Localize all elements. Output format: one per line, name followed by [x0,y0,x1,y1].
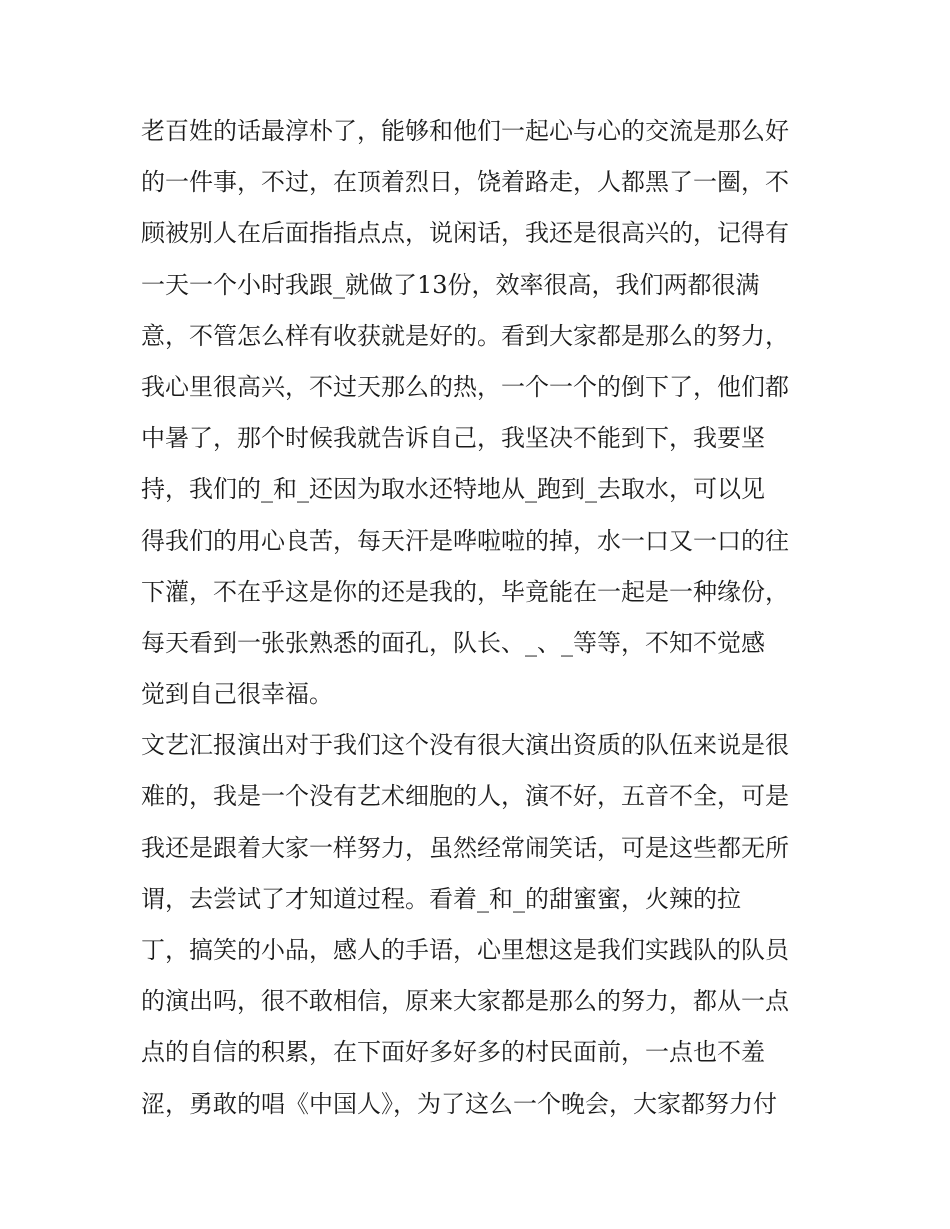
text-line: 我还是跟着大家一样努力，虽然经常闹笑话，可是这些都无所 [141,833,789,862]
text-line: 觉到自己很幸福。 [141,680,333,709]
text-line: 点的自信的积累，在下面好多好多的村民面前，一点也不羞 [141,1038,765,1067]
text-line: 谓，去尝试了才知道过程。看着_和_的甜蜜蜜，火辣的拉 [141,884,741,913]
body-text [141,106,821,1130]
text-line: 意，不管怎么样有收获就是好的。看到大家都是那么的努力， [141,321,789,350]
text-line: 的一件事，不过，在顶着烈日，饶着路走，人都黑了一圈，不 [141,168,789,197]
text-line: 我心里很高兴，不过天那么的热，一个一个的倒下了，他们都 [141,372,789,401]
text-line: 文艺汇报演出对于我们这个没有很大演出资质的队伍来说是很 [141,731,789,760]
text-line: 一天一个小时我跟_就做了13份，效率很高，我们两都很满 [141,270,760,299]
text-line: 涩，勇敢的唱《中国人》，为了这么一个晚会，大家都努力付 [141,1089,777,1118]
text-line: 难的，我是一个没有艺术细胞的人，演不好，五音不全，可是 [141,782,789,811]
text-line: 下灌，不在乎这是你的还是我的，毕竟能在一起是一种缘份， [141,577,789,606]
text-line: 中暑了，那个时候我就告诉自己，我坚决不能到下，我要坚 [141,424,765,453]
text-line: 老百姓的话最淳朴了，能够和他们一起心与心的交流是那么好 [141,117,789,145]
text-line: 顾被别人在后面指指点点，说闲话，我还是很高兴的，记得有 [141,219,789,248]
text-line: 丁，搞笑的小品，感人的手语，心里想这是我们实践队的队员 [141,936,789,964]
text-line: 持，我们的_和_还因为取水还特地从_跑到_去取水，可以见 [141,475,765,504]
text-line: 得我们的用心良苦，每天汗是哗啦啦的掉，水一口又一口的往 [141,526,789,555]
text-line: 的演出吗，很不敢相信，原来大家都是那么的努力，都从一点 [141,987,789,1016]
text-line: 每天看到一张张熟悉的面孔，队长、_、_等等，不知不觉感 [141,628,765,657]
